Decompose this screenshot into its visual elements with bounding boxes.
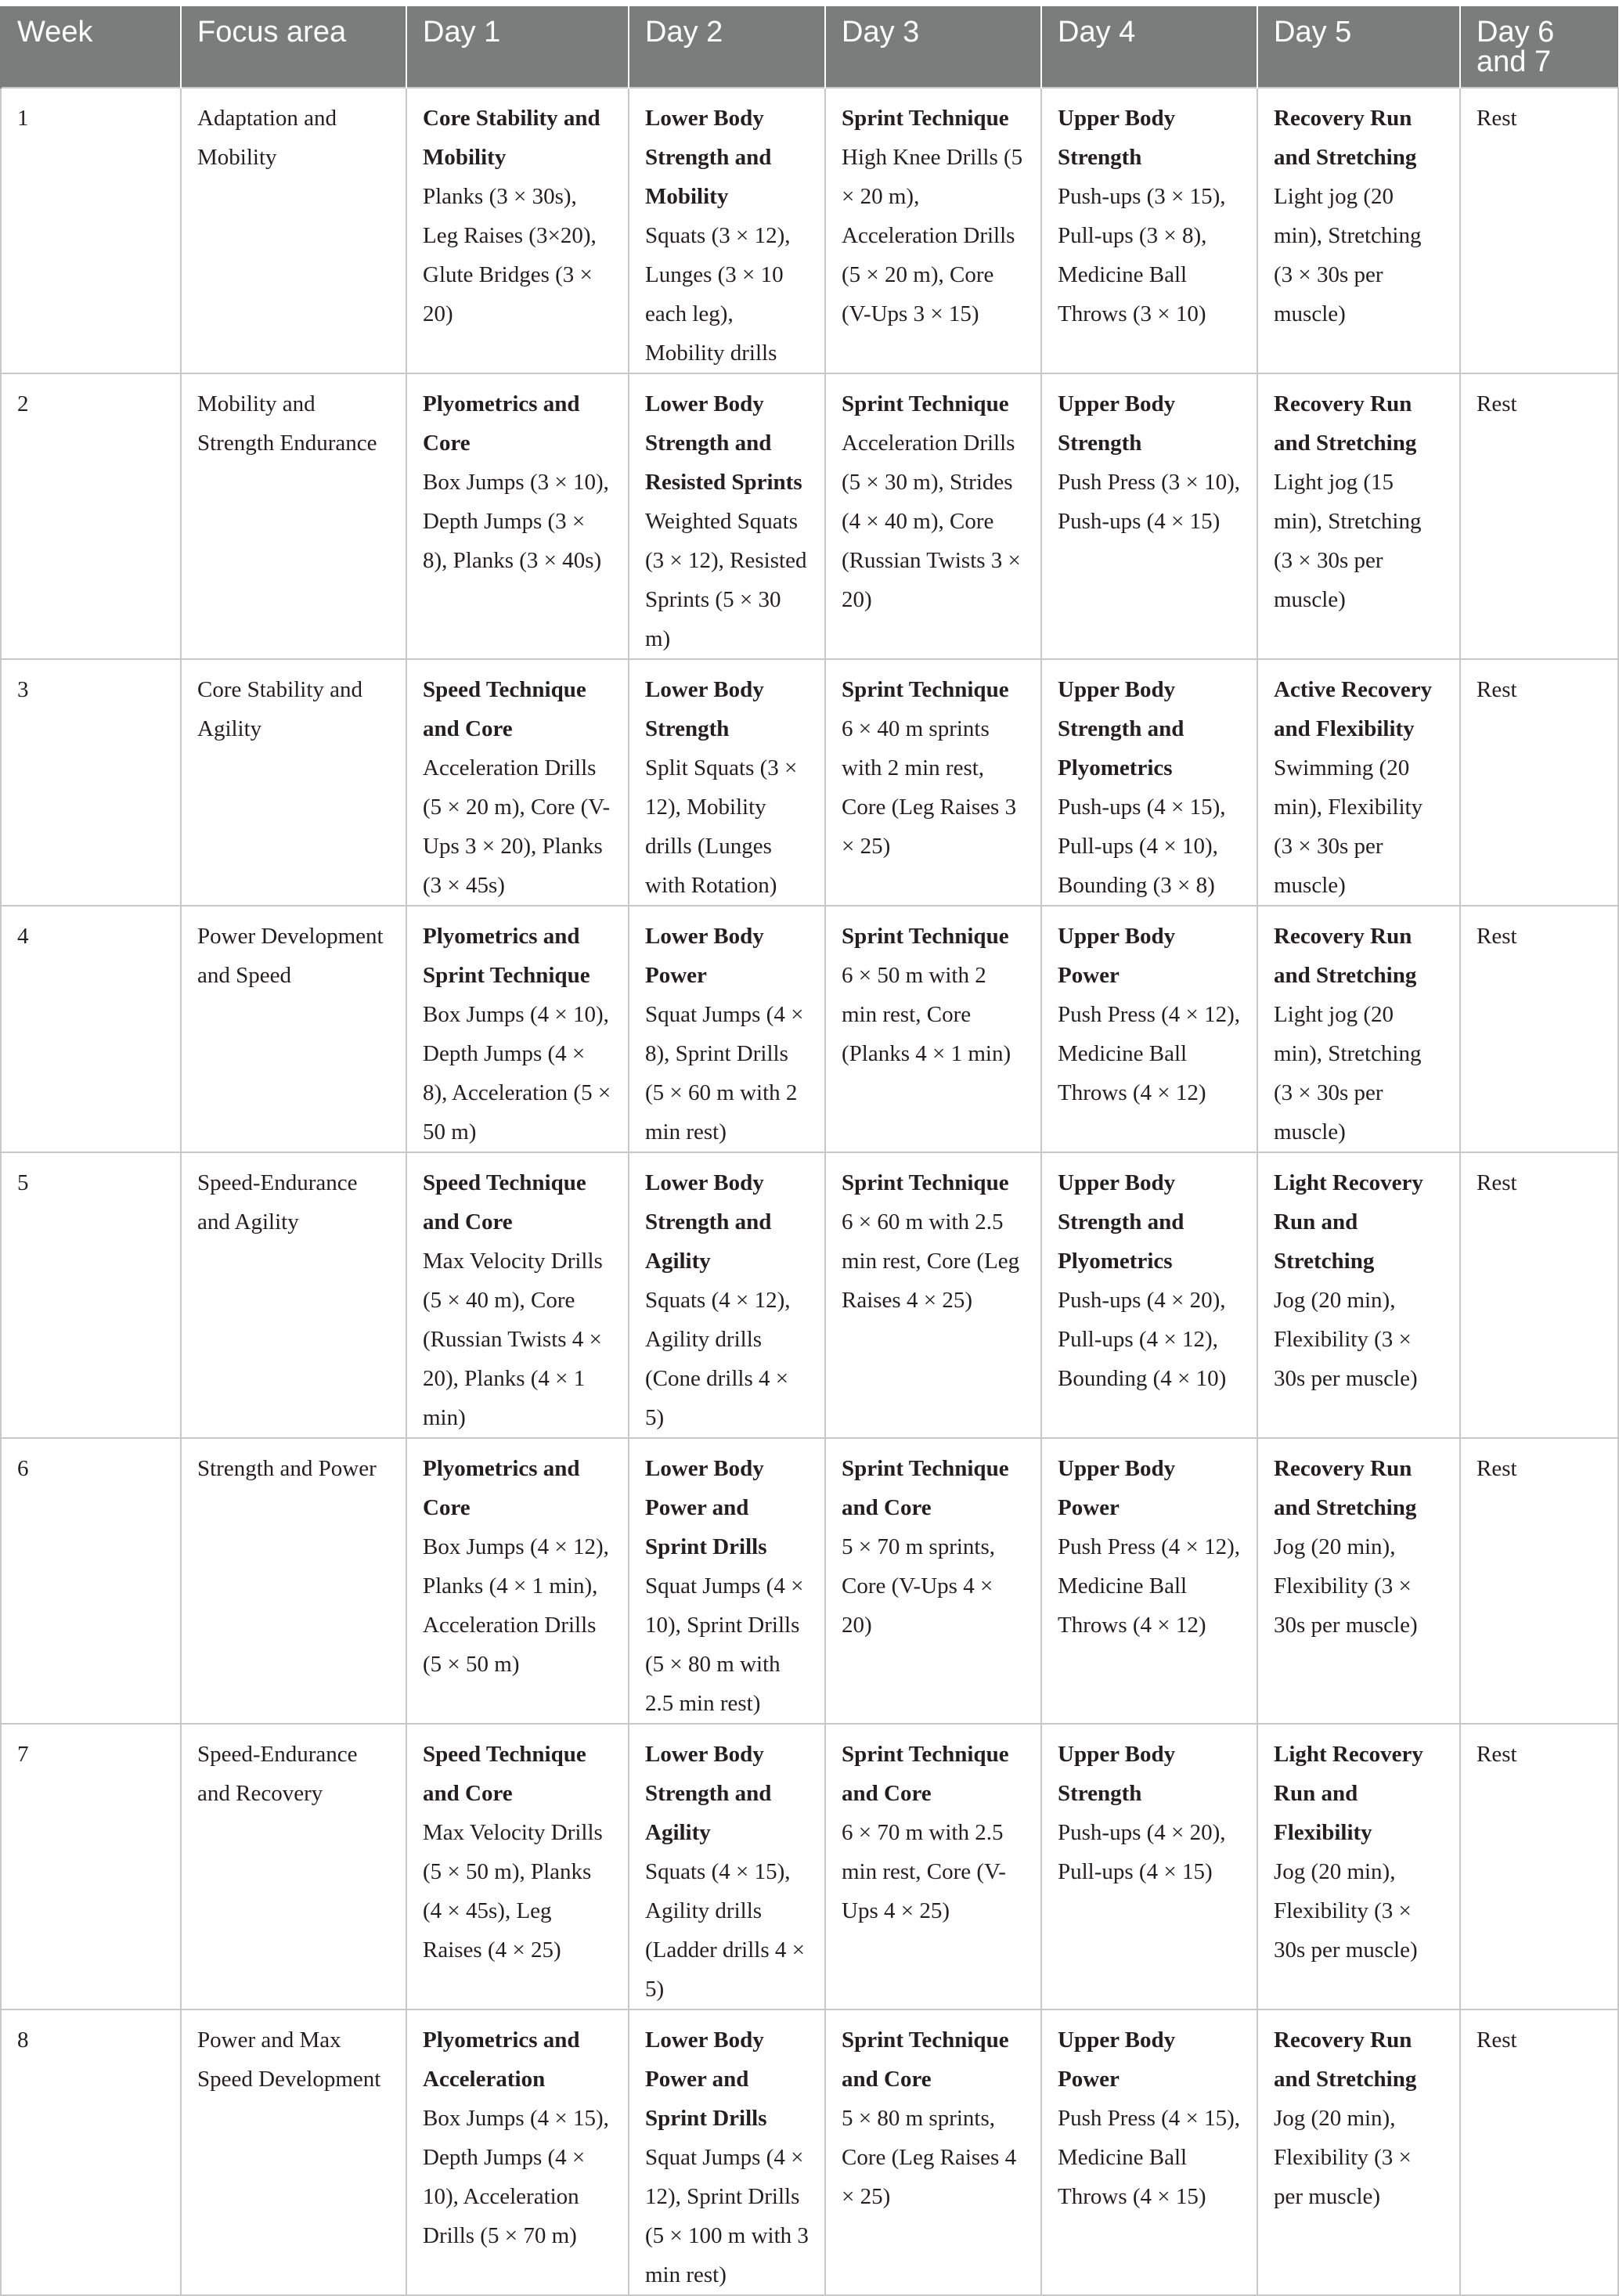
focus-area-cell: Strength and Power — [181, 1438, 406, 1724]
day-cell — [1257, 88, 1460, 373]
session-title: Light Recovery Run and Flexibility — [1274, 1742, 1423, 1845]
session-detail: 6 × 50 m with 2 min rest, Core (Planks 4 × 1 min) — [842, 963, 1011, 1066]
day-cell — [629, 2009, 825, 2295]
focus-area-cell: Core Stability and Agility — [181, 659, 406, 906]
session-title: Recovery Run and Stretching — [1274, 2027, 1417, 2092]
session-detail: Squat Jumps (4 × 12), Sprint Drills (5 × 100 m with 3 min rest) — [645, 2145, 809, 2287]
day-cell — [825, 2009, 1041, 2295]
header-row — [1, 6, 1618, 88]
session-title: Lower Body Strength and Agility — [645, 1170, 772, 1274]
session-title: Lower Body Power — [645, 924, 764, 988]
session-detail: Weighted Squats (3 × 12), Resisted Sprints (5 × 30 m) — [645, 509, 807, 651]
table-row — [1, 1724, 1618, 2009]
rest-cell: Rest — [1460, 659, 1618, 906]
session-detail: Split Squats (3 × 12), Mobility drills (Lunges with Rotation) — [645, 755, 798, 898]
header-day-3: Day 3 — [825, 6, 1041, 88]
session-title: Recovery Run and Stretching — [1274, 391, 1417, 456]
session-title: Sprint Technique — [842, 106, 1009, 131]
header-day-4: Day 4 — [1041, 6, 1257, 88]
rest-cell: Rest — [1460, 2009, 1618, 2295]
day-cell — [825, 906, 1041, 1152]
session-detail: High Knee Drills (5 × 20 m), Acceleration Drills (5 × 20 m), Core (V-Ups 3 × 15) — [842, 145, 1023, 326]
day-cell — [825, 88, 1041, 373]
session-detail: Acceleration Drills (5 × 30 m), Strides (4 × 40 m), Core (Russian Twists 3 × 20) — [842, 431, 1021, 612]
session-detail: Box Jumps (3 × 10), Depth Jumps (3 × 8), Planks (3 × 40s) — [423, 470, 609, 573]
session-title: Lower Body Strength and Mobility — [645, 106, 772, 209]
session-title: Plyometrics and Core — [423, 1456, 580, 1520]
header-day-1: Day 1 — [406, 6, 629, 88]
session-detail: 6 × 70 m with 2.5 min rest, Core (V-Ups 4 × 25) — [842, 1820, 1006, 1923]
session-title: Upper Body Strength and Plyometrics — [1058, 677, 1185, 780]
day-cell — [629, 906, 825, 1152]
session-detail: Jog (20 min), Flexibility (3 × 30s per muscle) — [1274, 1288, 1418, 1391]
day-cell — [825, 1152, 1041, 1438]
session-detail: Box Jumps (4 × 15), Depth Jumps (4 × 10), Acceleration Drills (5 × 70 m) — [423, 2106, 609, 2248]
session-detail: Push-ups (4 × 15), Pull-ups (4 × 10), Bounding (3 × 8) — [1058, 795, 1226, 898]
session-detail: 6 × 40 m sprints with 2 min rest, Core (Leg Raises 3 × 25) — [842, 716, 1017, 859]
session-title: Speed Technique and Core — [423, 1170, 586, 1235]
rest-cell: Rest — [1460, 1438, 1618, 1724]
day-cell — [1041, 2009, 1257, 2295]
session-title: Upper Body Strength — [1058, 1742, 1176, 1806]
session-detail: Push Press (4 × 15), Medicine Ball Throws (4 × 15) — [1058, 2106, 1241, 2209]
session-title: Upper Body Strength — [1058, 106, 1176, 170]
day-cell — [629, 659, 825, 906]
session-title: Lower Body Strength and Agility — [645, 1742, 772, 1845]
session-detail: Planks (3 × 30s), Leg Raises (3×20), Glute Bridges (3 × 20) — [423, 184, 597, 326]
day-cell — [1257, 1438, 1460, 1724]
session-detail: Max Velocity Drills (5 × 40 m), Core (Russian Twists 4 × 20), Planks (4 × 1 min) — [423, 1249, 603, 1430]
day-cell — [629, 1724, 825, 2009]
session-detail: 5 × 80 m sprints, Core (Leg Raises 4 × 25) — [842, 2106, 1017, 2209]
day-cell — [1257, 1724, 1460, 2009]
session-title: Sprint Technique and Core — [842, 1742, 1009, 1806]
session-title: Lower Body Power and Sprint Drills — [645, 2027, 767, 2131]
day-cell — [406, 1438, 629, 1724]
day-cell — [406, 659, 629, 906]
session-detail: 5 × 70 m sprints, Core (V-Ups 4 × 20) — [842, 1534, 996, 1638]
table-row — [1, 2009, 1618, 2295]
focus-area-cell: Adaptation and Mobility — [181, 88, 406, 373]
session-detail: Light jog (20 min), Stretching (3 × 30s per muscle) — [1274, 184, 1422, 326]
header-day-2: Day 2 — [629, 6, 825, 88]
table-row — [1, 88, 1618, 373]
session-detail: Jog (20 min), Flexibility (3 × 30s per muscle) — [1274, 1859, 1418, 1963]
session-title: Upper Body Strength — [1058, 391, 1176, 456]
day-cell — [1041, 1438, 1257, 1724]
rest-cell: Rest — [1460, 906, 1618, 1152]
day-cell — [1257, 2009, 1460, 2295]
session-detail: Squat Jumps (4 × 8), Sprint Drills (5 × 60 m with 2 min rest) — [645, 1002, 804, 1144]
table-header — [1, 6, 1618, 88]
session-detail: Jog (20 min), Flexibility (3 × per muscle) — [1274, 2106, 1412, 2209]
week-cell: 2 — [1, 373, 181, 659]
session-title: Sprint Technique and Core — [842, 1456, 1009, 1520]
training-plan-table — [0, 6, 1619, 2296]
focus-area-cell: Speed-Endurance and Recovery — [181, 1724, 406, 2009]
session-detail: Squat Jumps (4 × 10), Sprint Drills (5 × 80 m with 2.5 min rest) — [645, 1573, 804, 1716]
session-detail: Squats (4 × 12), Agility drills (Cone drills 4 × 5) — [645, 1288, 791, 1430]
day-cell — [406, 88, 629, 373]
day-cell — [1041, 88, 1257, 373]
table-row — [1, 906, 1618, 1152]
day-cell — [629, 1438, 825, 1724]
header-day-6-and-7: Day 6 and 7 — [1460, 6, 1618, 88]
day-cell — [629, 373, 825, 659]
session-title: Plyometrics and Sprint Technique — [423, 924, 590, 988]
day-cell — [629, 88, 825, 373]
session-detail: Push-ups (4 × 20), Pull-ups (4 × 15) — [1058, 1820, 1226, 1884]
session-detail: 6 × 60 m with 2.5 min rest, Core (Leg Raises 4 × 25) — [842, 1209, 1020, 1313]
session-detail: Box Jumps (4 × 10), Depth Jumps (4 × 8), Acceleration (5 × 50 m) — [423, 1002, 611, 1144]
header-week: Week — [1, 6, 181, 88]
week-cell: 3 — [1, 659, 181, 906]
week-cell: 8 — [1, 2009, 181, 2295]
day-cell — [1041, 373, 1257, 659]
day-cell — [1041, 1724, 1257, 2009]
session-title: Recovery Run and Stretching — [1274, 924, 1417, 988]
session-title: Lower Body Strength and Resisted Sprints — [645, 391, 802, 495]
session-detail: Jog (20 min), Flexibility (3 × 30s per muscle) — [1274, 1534, 1418, 1638]
week-cell: 4 — [1, 906, 181, 1152]
focus-area-cell: Speed-Endurance and Agility — [181, 1152, 406, 1438]
day-cell — [825, 373, 1041, 659]
day-cell — [406, 1152, 629, 1438]
session-title: Lower Body Strength — [645, 677, 764, 741]
day-cell — [1257, 373, 1460, 659]
rest-cell: Rest — [1460, 1152, 1618, 1438]
session-title: Recovery Run and Stretching — [1274, 1456, 1417, 1520]
table-row — [1, 1152, 1618, 1438]
session-title: Core Stability and Mobility — [423, 106, 600, 170]
focus-area-cell: Power and Max Speed Development — [181, 2009, 406, 2295]
week-cell: 5 — [1, 1152, 181, 1438]
focus-area-cell: Mobility and Strength Endurance — [181, 373, 406, 659]
day-cell — [1257, 906, 1460, 1152]
day-cell — [1041, 659, 1257, 906]
table-row — [1, 1438, 1618, 1724]
session-title: Active Recovery and Flexibility — [1274, 677, 1433, 741]
table-row — [1, 373, 1618, 659]
session-title: Sprint Technique and Core — [842, 2027, 1009, 2092]
focus-area-cell: Power Development and Speed — [181, 906, 406, 1152]
table-row — [1, 659, 1618, 906]
session-detail: Light jog (15 min), Stretching (3 × 30s per muscle) — [1274, 470, 1422, 612]
session-detail: Max Velocity Drills (5 × 50 m), Planks (4 × 45s), Leg Raises (4 × 25) — [423, 1820, 603, 1963]
day-cell — [1041, 1152, 1257, 1438]
session-detail: Squats (3 × 12), Lunges (3 × 10 each leg), Mobility drills — [645, 223, 791, 366]
session-title: Sprint Technique — [842, 924, 1009, 949]
day-cell — [406, 1724, 629, 2009]
session-detail: Push-ups (4 × 20), Pull-ups (4 × 12), Bounding (4 × 10) — [1058, 1288, 1227, 1391]
week-cell: 1 — [1, 88, 181, 373]
session-detail: Light jog (20 min), Stretching (3 × 30s per muscle) — [1274, 1002, 1422, 1144]
week-cell: 6 — [1, 1438, 181, 1724]
session-detail: Acceleration Drills (5 × 20 m), Core (V-Ups 3 × 20), Planks (3 × 45s) — [423, 755, 611, 898]
session-title: Plyometrics and Acceleration — [423, 2027, 580, 2092]
day-cell — [406, 373, 629, 659]
session-detail: Push Press (4 × 12), Medicine Ball Throws (4 × 12) — [1058, 1534, 1241, 1638]
session-title: Sprint Technique — [842, 677, 1009, 702]
day-cell — [406, 2009, 629, 2295]
session-detail: Swimming (20 min), Flexibility (3 × 30s per muscle) — [1274, 755, 1423, 898]
table-body — [1, 88, 1618, 2295]
rest-cell: Rest — [1460, 1724, 1618, 2009]
rest-cell: Rest — [1460, 373, 1618, 659]
session-title: Lower Body Power and Sprint Drills — [645, 1456, 767, 1559]
session-detail: Push Press (3 × 10), Push-ups (4 × 15) — [1058, 470, 1241, 534]
session-title: Upper Body Power — [1058, 924, 1176, 988]
week-cell: 7 — [1, 1724, 181, 2009]
day-cell — [629, 1152, 825, 1438]
session-detail: Box Jumps (4 × 12), Planks (4 × 1 min), Acceleration Drills (5 × 50 m) — [423, 1534, 609, 1677]
session-detail: Push Press (4 × 12), Medicine Ball Throws (4 × 12) — [1058, 1002, 1241, 1105]
day-cell — [825, 1724, 1041, 2009]
session-detail: Squats (4 × 15), Agility drills (Ladder drills 4 × 5) — [645, 1859, 805, 2002]
day-cell — [1041, 906, 1257, 1152]
session-title: Speed Technique and Core — [423, 677, 586, 741]
session-title: Upper Body Power — [1058, 1456, 1176, 1520]
day-cell — [406, 906, 629, 1152]
day-cell — [1257, 1152, 1460, 1438]
day-cell — [1257, 659, 1460, 906]
session-title: Light Recovery Run and Stretching — [1274, 1170, 1423, 1274]
header-day-5: Day 5 — [1257, 6, 1460, 88]
session-title: Sprint Technique — [842, 1170, 1009, 1195]
day-cell — [825, 659, 1041, 906]
session-detail: Push-ups (3 × 15), Pull-ups (3 × 8), Medicine Ball Throws (3 × 10) — [1058, 184, 1226, 326]
day-cell — [825, 1438, 1041, 1724]
session-title: Plyometrics and Core — [423, 391, 580, 456]
session-title: Sprint Technique — [842, 391, 1009, 416]
session-title: Speed Technique and Core — [423, 1742, 586, 1806]
session-title: Upper Body Strength and Plyometrics — [1058, 1170, 1185, 1274]
session-title: Recovery Run and Stretching — [1274, 106, 1417, 170]
header-focus-area: Focus area — [181, 6, 406, 88]
rest-cell: Rest — [1460, 88, 1618, 373]
session-title: Upper Body Power — [1058, 2027, 1176, 2092]
